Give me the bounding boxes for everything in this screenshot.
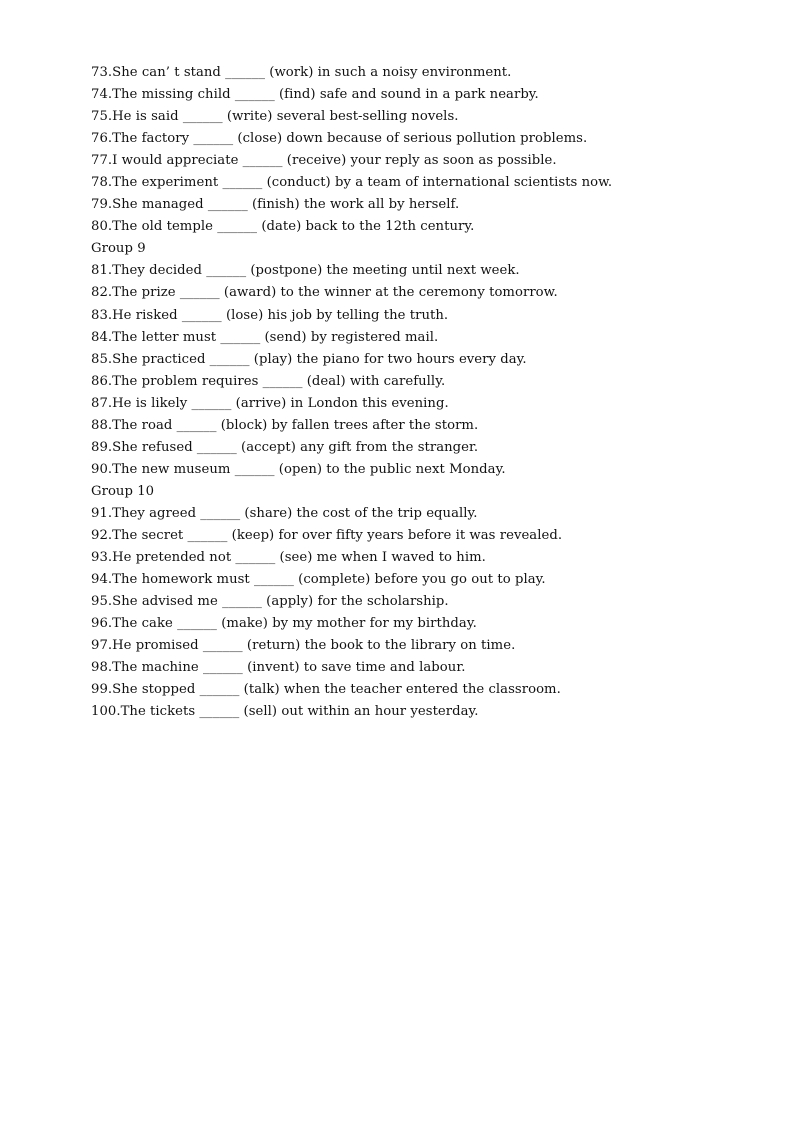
exercise-73: 73.She can’ t stand ______ (work) in such a noisy environment.: [91, 65, 512, 80]
exercise-92: 92.The secret ______ (keep) for over fifty years before it was revealed.: [91, 527, 563, 543]
exercise-96: 96.The cake ______ (make) by my mother for my birthday.: [91, 616, 477, 632]
exercise-76: 76.The factory ______ (close) down because of serious pollution problems.: [91, 131, 588, 147]
exercise-page: [91, 62, 751, 723]
exercise-74: 74.The missing child ______ (find) safe and sound in a park nearby.: [91, 87, 539, 103]
exercise-93: 93.He pretended not ______ (see) me when I waved to him.: [91, 550, 486, 566]
exercise-95: 95.She advised me ______ (apply) for the scholarship.: [91, 594, 449, 610]
exercise-85: 85.She practiced ______ (play) the piano for two hours every day.: [91, 351, 527, 367]
exercise-82: 82.The prize ______ (award) to the winner at the ceremony tomorrow.: [91, 285, 558, 301]
exercise-100: 100.The tickets ______ (sell) out within an hour yesterday.: [91, 704, 479, 720]
exercise-83: 83.He risked ______ (lose) his job by telling the truth.: [91, 307, 449, 323]
exercise-94: 94.The homework must ______ (complete) before you go out to play.: [91, 572, 546, 588]
exercise-80: 80.The old temple ______ (date) back to the 12th century.: [91, 219, 475, 235]
exercise-86: 86.The problem requires ______ (deal) with carefully.: [91, 373, 446, 389]
exercise-98: 98.The machine ______ (invent) to save time and labour.: [91, 660, 466, 676]
exercise-84: 84.The letter must ______ (send) by registered mail.: [91, 329, 439, 345]
exercise-97: 97.He promised ______ (return) the book to the library on time.: [91, 638, 516, 654]
exercise-91: 91.They agreed ______ (share) the cost of the trip equally.: [91, 505, 478, 521]
exercise-78: 78.The experiment ______ (conduct) by a team of international scientists now.: [91, 175, 613, 191]
exercise-88: 88.The road ______ (block) by fallen trees after the storm.: [91, 417, 479, 433]
group-10-heading: Group 10: [91, 483, 155, 499]
exercise-89: 89.She refused ______ (accept) any gift from the stranger.: [91, 439, 479, 455]
exercise-79: 79.She managed ______ (finish) the work all by herself.: [91, 197, 460, 213]
exercise-99: 99.She stopped ______ (talk) when the teacher entered the classroom.: [91, 682, 561, 698]
exercise-77: 77.I would appreciate ______ (receive) your reply as soon as possible.: [91, 153, 557, 169]
group-9-heading: Group 9: [91, 241, 146, 257]
exercise-87: 87.He is likely ______ (arrive) in London this evening.: [91, 395, 449, 411]
exercise-90: 90.The new museum ______ (open) to the public next Monday.: [91, 461, 506, 477]
exercise-81: 81.They decided ______ (postpone) the meeting until next week.: [91, 263, 520, 279]
exercise-75: 75.He is said ______ (write) several best-selling novels.: [91, 109, 459, 125]
